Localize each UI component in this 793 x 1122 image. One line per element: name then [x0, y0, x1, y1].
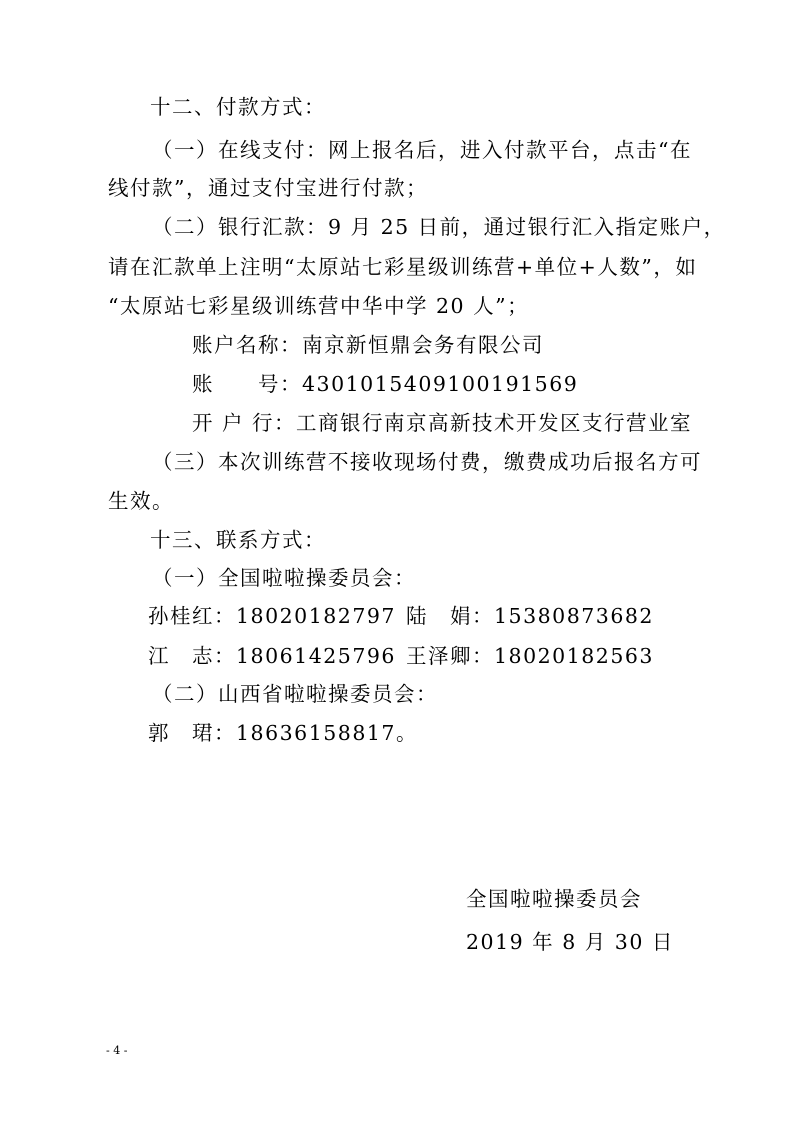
contact-lu: 陆 娟：15380873682: [406, 604, 654, 628]
contact-group-national: （一）全国啦啦操委员会：: [152, 566, 416, 590]
payment-online-line-2: 线付款”，通过支付宝进行付款；: [108, 176, 428, 200]
payment-bank-line-3: “太原站七彩星级训练营中华中学 20 人”；: [108, 294, 530, 318]
signature-date: 2019 年 8 月 30 日: [466, 930, 674, 954]
account-bank: 开 户 行：工商银行南京高新技术开发区支行营业室: [192, 411, 693, 435]
section-12-heading: 十二、付款方式：: [150, 95, 326, 119]
contact-jiang: 江 志：18061425796: [148, 644, 396, 668]
account-number: 账 号：4301015409100191569: [192, 372, 579, 396]
account-name: 账户名称：南京新恒鼎会务有限公司: [192, 333, 544, 357]
contact-group-shanxi: （二）山西省啦啦操委员会：: [152, 682, 438, 706]
section-13-heading: 十三、联系方式：: [150, 528, 326, 552]
payment-bank-line-2: 请在汇款单上注明“太原站七彩星级训练营+单位+人数”，如: [108, 255, 698, 279]
payment-onsite-line-1: （三）本次训练营不接收现场付费，缴费成功后报名方可: [152, 450, 702, 474]
page-number: - 4 -: [106, 1044, 128, 1057]
payment-bank-line-1: （二）银行汇款：9 月 25 日前，通过银行汇入指定账户，: [152, 215, 726, 239]
payment-onsite-line-2: 生效。: [108, 489, 174, 513]
signature-org: 全国啦啦操委员会: [466, 887, 642, 911]
contact-wang: 王泽卿：18020182563: [406, 644, 654, 668]
contact-guo: 郭 珺：18636158817。: [148, 721, 418, 745]
payment-online-line-1: （一）在线支付：网上报名后，进入付款平台，点击“在: [152, 138, 692, 162]
contact-sun: 孙桂红：18020182797: [148, 604, 396, 628]
